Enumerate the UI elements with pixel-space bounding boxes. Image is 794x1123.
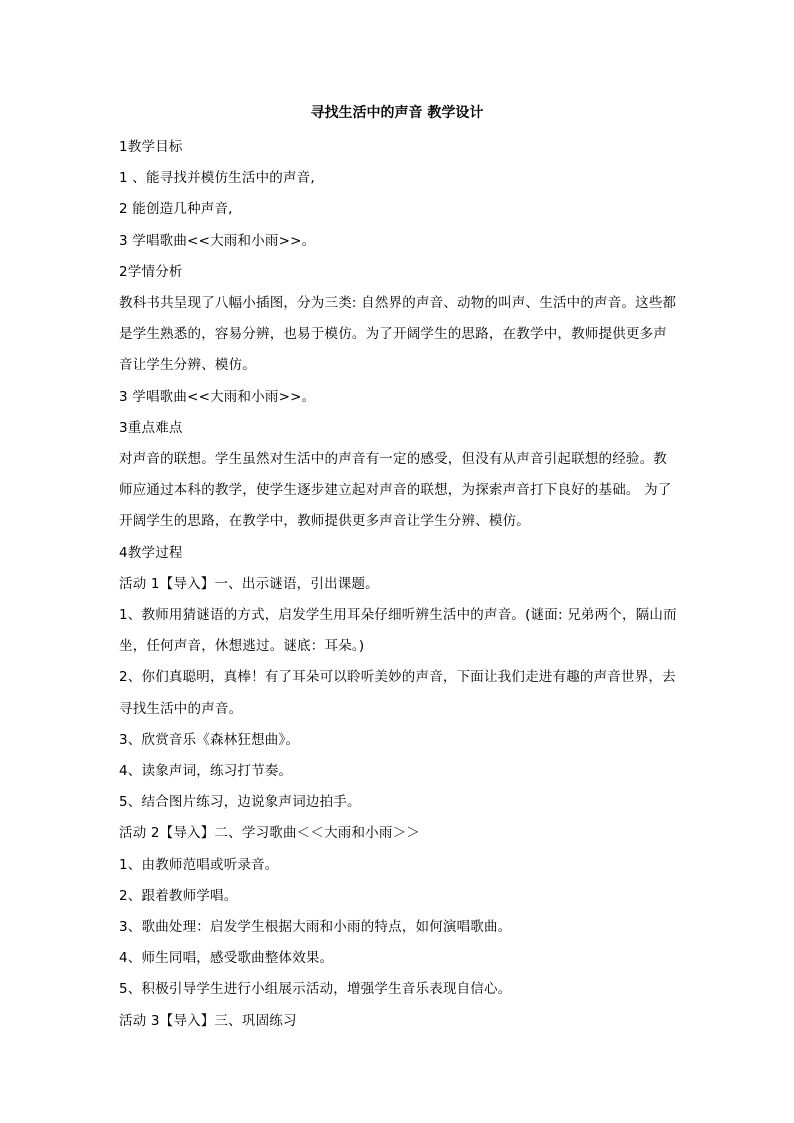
paragraph: 教科书共呈现了八幅小插图，分为三类: 自然界的声音、动物的叫声、生活中的声音。这些都是学生熟悉的，容易分辨，也易于模仿。为了开阔学生的思路，在教学中，教师提供更多声音让学生分辨、模仿。	[119, 295, 677, 374]
paragraph: 2、你们真聪明，真棒！有了耳朵可以聆听美妙的声音，下面让我们走进有趣的声音世界，去寻找生活中的声音。	[119, 669, 676, 717]
paragraph: 1 、能寻找并模仿生活中的声音,	[119, 170, 315, 187]
document-body	[119, 132, 679, 1037]
paragraph: 4、读象声词，练习打节奏。	[119, 763, 293, 780]
activity-heading: 活动 2【导入】二、学习歌曲＜＜大雨和小雨＞＞	[119, 825, 420, 842]
paragraph: 3 学唱歌曲<<大雨和小雨>>。	[119, 232, 316, 249]
paragraph: 3、欣赏音乐《森林狂想曲》。	[119, 731, 300, 748]
section-heading-process: 4教学过程	[119, 544, 183, 561]
section-heading-objectives: 1教学目标	[119, 139, 183, 155]
paragraph: 3、歌曲处理：启发学生根据大雨和小雨的特点，如何演唱歌曲。	[119, 919, 512, 936]
section-heading-analysis: 2学情分析	[119, 263, 183, 280]
paragraph: 2 能创造几种声音,	[119, 201, 233, 218]
paragraph: 1、教师用猜谜语的方式，启发学生用耳朵仔细听辨生活中的声音。(谜面: 兄弟两个，隔山而坐，任何声音，休想逃过。谜底：耳朵。)	[119, 607, 677, 655]
paragraph: 2、跟着教师学唱。	[119, 887, 238, 904]
paragraph: 5、积极引导学生进行小组展示活动，增强学生音乐表现自信心。	[119, 981, 512, 998]
paragraph: 4、师生同唱，感受歌曲整体效果。	[119, 950, 334, 967]
paragraph: 1、由教师范唱或听录音。	[119, 856, 279, 873]
document-title: 寻找生活中的声音 教学设计	[310, 105, 484, 121]
activity-heading: 活动 3【导入】三、巩固练习	[119, 1012, 297, 1029]
section-heading-key-points: 3重点难点	[119, 419, 183, 436]
paragraph: 对声音的联想。学生虽然对生活中的声音有一定的感受，但没有从声音引起联想的经验。教师应通过本科的教学，使学生逐步建立起对声音的联想，为探索声音打下良好的基础。 为了开阔学生的思路，在教学中，教师提供更多声音让学生分辨、模仿。	[119, 451, 672, 530]
activity-heading: 活动 1【导入】一、出示谜语，引出课题。	[119, 575, 379, 592]
paragraph: 3 学唱歌曲<<大雨和小雨>>。	[119, 388, 316, 405]
paragraph: 5、结合图片练习，边说象声词边拍手。	[119, 794, 361, 811]
